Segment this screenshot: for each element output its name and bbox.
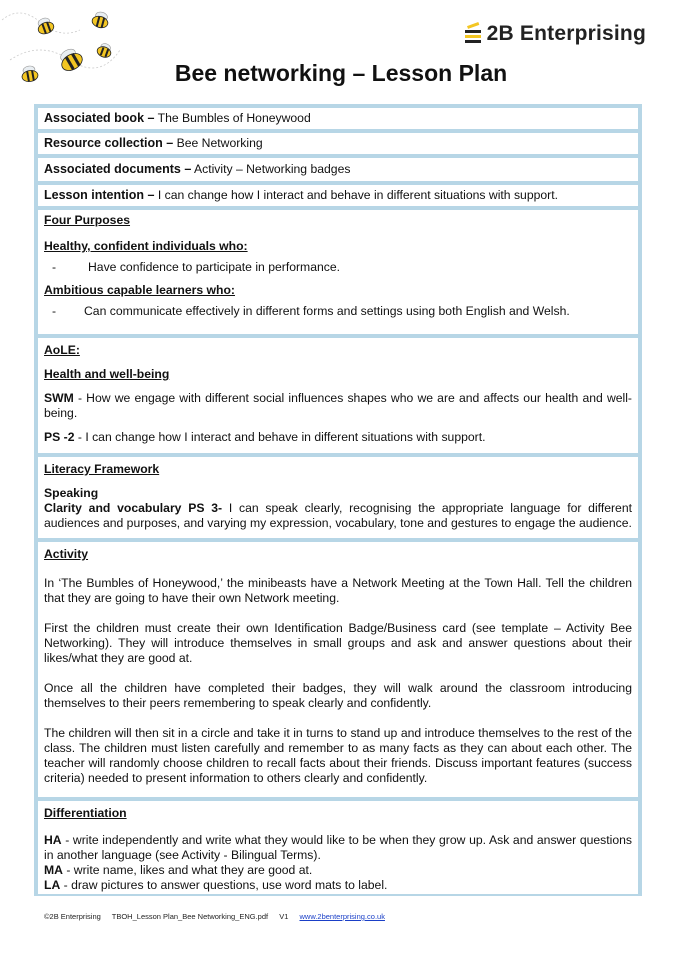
la-label: LA bbox=[44, 878, 61, 892]
list-item bbox=[44, 304, 632, 319]
list-item bbox=[44, 260, 632, 275]
clarity-statement bbox=[44, 501, 632, 531]
page-title: Bee networking – Lesson Plan bbox=[174, 60, 508, 86]
lesson-intention-row bbox=[38, 185, 638, 206]
footer-website-link[interactable]: www.2benterprising.co.uk bbox=[299, 912, 385, 921]
brand-logo bbox=[463, 22, 646, 46]
bullet-dash: - bbox=[52, 260, 57, 274]
clarity-text: I can speak clearly, recognising the appropriate language for different audiences and purposes, and varying my expression, vocabulary, tone and gestures to engage the audience. bbox=[44, 501, 633, 530]
lesson-plan-table bbox=[34, 104, 642, 896]
differentiation-section bbox=[38, 801, 638, 894]
ha-text: - write independently and write what they would like to be when they grow up. Ask and answer questions in another language (see Activity - Bilingual Terms). bbox=[44, 833, 632, 862]
four-purposes-sub1: Healthy, confident individuals who: bbox=[44, 239, 248, 253]
associated-documents-value: Activity – Networking badges bbox=[191, 162, 351, 176]
literacy-heading: Literacy Framework bbox=[44, 462, 160, 476]
ma-statement bbox=[44, 863, 632, 878]
footer-version: V1 bbox=[279, 912, 289, 921]
footer-filename: TBOH_Lesson Plan_Bee Networking_ENG.pdf bbox=[111, 912, 269, 921]
aole-sub: Health and well-being bbox=[44, 367, 170, 381]
swm-label: SWM bbox=[44, 391, 74, 405]
aole-heading: AoLE: bbox=[44, 343, 80, 357]
bullet-dash: - bbox=[52, 304, 57, 318]
ps-text: - I can change how I interact and behave in different situations with support. bbox=[74, 430, 486, 444]
four-purposes-sub2: Ambitious capable learners who: bbox=[44, 283, 235, 297]
associated-book-row bbox=[38, 108, 638, 129]
lesson-intention-label: Lesson intention – bbox=[44, 188, 155, 202]
ps-statement bbox=[44, 430, 632, 445]
associated-documents-label: Associated documents – bbox=[44, 162, 192, 176]
speaking-label: Speaking bbox=[44, 486, 99, 500]
associated-book-label: Associated book – bbox=[44, 111, 155, 125]
page-footer bbox=[44, 912, 394, 921]
associated-documents-row bbox=[38, 158, 638, 181]
four-purposes-section bbox=[38, 210, 638, 334]
activity-section bbox=[38, 542, 638, 797]
ha-label: HA bbox=[44, 833, 62, 847]
activity-paragraph: The children will then sit in a circle and take it in turns to stand up and introduce themselves to the rest of the class. The children must listen carefully and remember to as many facts as they can about each other. The teacher will randomly choose children to recall facts about their friends. Discuss important features (success criteria) needed to present information to others clearly and confidently. bbox=[44, 726, 632, 785]
activity-heading: Activity bbox=[44, 547, 89, 561]
lesson-intention-value: I can change how I interact and behave in different situations with support. bbox=[154, 188, 559, 202]
ha-statement bbox=[44, 833, 632, 863]
swm-statement bbox=[44, 391, 632, 421]
resource-collection-value: Bee Networking bbox=[173, 136, 263, 150]
associated-book-value: The Bumbles of Honeywood bbox=[154, 111, 311, 125]
literacy-section bbox=[38, 457, 638, 538]
ma-label: MA bbox=[44, 863, 63, 877]
aole-section bbox=[38, 338, 638, 453]
activity-paragraph: Once all the children have completed their badges, they will walk around the classroom introducing themselves to their peers remembering to speak clearly and confidently. bbox=[44, 681, 632, 710]
la-statement bbox=[44, 878, 632, 893]
logo-text: 2B Enterprising bbox=[486, 22, 646, 45]
resource-collection-label: Resource collection – bbox=[44, 136, 174, 150]
resource-collection-row bbox=[38, 133, 638, 154]
clarity-label: Clarity and vocabulary PS 3- bbox=[44, 501, 223, 515]
ps-label: PS -2 bbox=[44, 430, 75, 444]
la-text: - draw pictures to answer questions, use word mats to label. bbox=[60, 878, 388, 892]
logo-stripes-icon bbox=[463, 22, 483, 46]
ma-text: - write name, likes and what they are good at. bbox=[62, 863, 313, 877]
four-purposes-heading: Four Purposes bbox=[44, 213, 131, 227]
swm-text: - How we engage with different social influences shapes who we are and affects our health and well-being. bbox=[44, 391, 632, 420]
bullet-text: Can communicate effectively in different forms and settings using both English and Welsh. bbox=[84, 304, 570, 318]
differentiation-heading: Differentiation bbox=[44, 806, 127, 820]
footer-copyright: ©2B Enterprising bbox=[44, 912, 101, 921]
activity-paragraph: First the children must create their own Identification Badge/Business card (see template – Activity Bee Networking). They will introduce themselves in small groups and ask and answer questions about their likes/what they are good at. bbox=[44, 621, 632, 665]
bullet-text: Have confidence to participate in performance. bbox=[88, 260, 341, 274]
activity-paragraph: In ‘The Bumbles of Honeywood,’ the minibeasts have a Network Meeting at the Town Hall. Tell the children that they are going to have their own Network meeting. bbox=[44, 576, 632, 605]
